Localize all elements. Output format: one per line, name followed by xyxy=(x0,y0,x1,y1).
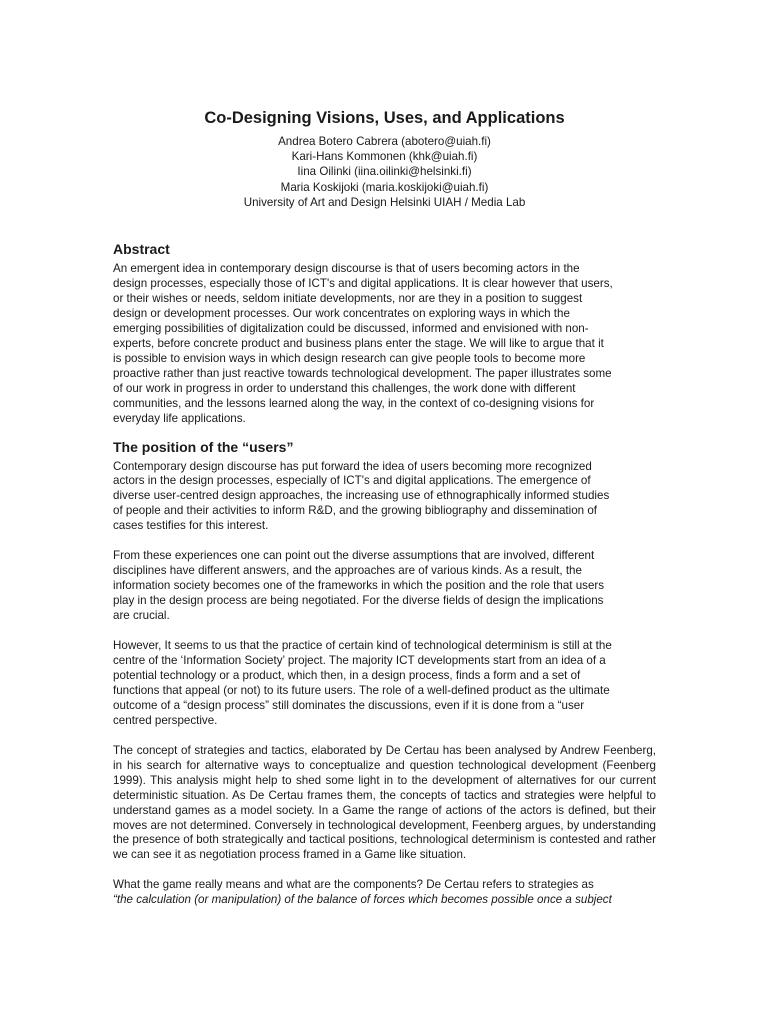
author-line: Maria Koskijoki (maria.koskijoki@uiah.fi) xyxy=(280,180,489,194)
section-heading-position-of-users: The position of the “users” xyxy=(113,438,294,455)
body-paragraph-5: What the game really means and what are the components? De Certau refers to strategies as “the calculation (or manipulation) of the balance of forces which becomes possible once a subject xyxy=(113,878,612,907)
abstract-paragraph: An emergent idea in contemporary design discourse is that of users becoming actors in the design processes, especially those of ICT's and digital applications. It is clear however that users, or their wishes or needs, seldom initiate developments, nor are they in a position to suggest design or development processes. Our work concentrates on exploring ways in which the emerging possibilities of digitalization could be discussed, informed and envisioned with non- experts, before concrete product and business plans enter the stage. We will like to argue that it is possible to envision ways in which design research can give people tools to become more proactive rather than just reactive towards technological development. The paper illustrates some of our work in progress in order to understand this challenges, the work done with different communities, and the lessons learned along the way, in the context of co-designing visions for everyday life applications. xyxy=(113,262,613,425)
italic-quote: “the calculation (or manipulation) of the balance of forces which becomes possible once a subject xyxy=(113,893,612,907)
paper-title: Co-Designing Visions, Uses, and Applications xyxy=(204,109,565,127)
author-block xyxy=(113,134,656,210)
affiliation-line: University of Art and Design Helsinki UIAH / Media Lab xyxy=(243,195,526,209)
author-line: Kari-Hans Kommonen (khk@uiah.fi) xyxy=(291,150,478,164)
body-paragraph-2: From these experiences one can point out the diverse assumptions that are involved, different disciplines have different answers, and the approaches are of various kinds. As a result, the information society becomes one of the frameworks in which the position and the role that users play in the design process are being negotiated. For the diverse fields of design the implications are crucial. xyxy=(113,549,605,623)
author-line: Iina Oilinki (iina.oilinki@helsinki.fi) xyxy=(297,165,472,179)
author-line: Andrea Botero Cabrera (abotero@uiah.fi) xyxy=(278,135,491,148)
abstract-heading: Abstract xyxy=(113,241,170,258)
body-paragraph-3: However, It seems to us that the practice of certain kind of technological determinism is still at the centre of the ‘Information Society’ project. The majority ICT developments start from an idea of a potential technology or a product, which then, in a design process, finds a form and a set of functions that appeal (or not) to its future users. The role of a well-defined product as the ultimate outcome of a “design process” still dominates the discussions, even if it is done from a “user centred perspective. xyxy=(113,639,612,727)
body-paragraph-4: The concept of strategies and tactics, elaborated by De Certau has been analysed by Andrew Feenberg, in his search for alternative ways to conceptualize and question technological development (Feenberg 1999). This analysis might help to shed some light in to the development of alternatives for our current deterministic situation. As De Certau frames them, the concepts of tactics and strategies were helpful to understand games as a model society. In a Game the range of actions of the actors is defined, but their moves are not determined. Conversely in technological development, Feenberg argues, by understanding the presence of both strategically and tactical positions, technological determinism is contested and rather we can see it as negotiation process framed in a Game like situation. xyxy=(113,743,656,862)
body-paragraph-1: Contemporary design discourse has put forward the idea of users becoming more recognized actors in the design processes, especially of ICT's and digital applications. The emergence of diverse user-centred design approaches, the increasing use of ethnographically informed studies of people and their activities to inform R&D, and the growing bibliography and dissemination of cases testifies for this interest. xyxy=(113,459,610,533)
